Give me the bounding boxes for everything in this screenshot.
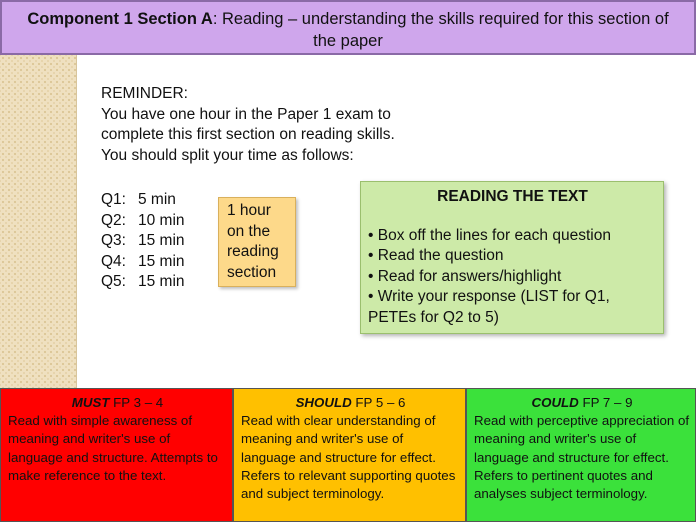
criteria-label: MUST [71,395,110,410]
hour-note-line: 1 hour [227,202,271,219]
criteria-heading [474,394,690,412]
question-number: Q5: [101,273,126,290]
criteria-heading [241,394,460,412]
reminder-line: complete this first section on reading skills. [101,126,395,143]
question-time: 5 min [138,191,176,208]
question-time-row [101,190,185,211]
header-title-bold: Component 1 Section A [27,10,213,28]
question-time: 15 min [138,252,185,270]
reminder-line: You should split your time as follows: [101,146,354,164]
hour-note-line: reading [227,243,279,260]
criteria-fp: FP 3 – 4 [109,395,164,410]
criteria-label: SHOULD [295,395,352,410]
question-time: 10 min [138,211,185,229]
criteria-label: COULD [531,395,579,410]
must-criteria-cell [0,388,233,522]
question-number: Q4: [101,252,126,270]
question-number: Q1: [101,191,126,208]
one-hour-note [218,197,296,287]
should-criteria-cell [233,388,466,522]
question-time: 15 min [138,232,185,249]
reading-step: • Read the question [368,247,504,264]
question-time: 15 min [138,273,185,290]
section-header [0,0,696,55]
decorative-side-strip [0,55,77,388]
criteria-fp: FP 7 – 9 [578,395,633,410]
reading-box-title: READING THE TEXT [437,188,588,205]
criteria-fp: FP 5 – 6 [351,395,406,410]
question-number: Q2: [101,211,126,229]
reading-step: • Write your response (LIST for Q1, PETEs for Q2 to 5) [368,288,610,326]
question-time-row [101,211,185,232]
question-number: Q3: [101,232,126,249]
question-time-row [101,272,185,293]
hour-note-line: section [227,263,277,281]
criteria-heading [8,394,227,412]
reminder-block [101,84,431,166]
reading-the-text-box [360,181,664,334]
criteria-text: Read with clear understanding of meaning and writer's use of language and structure for effect. Refers to relevant supporting quotes and subject terminology. [241,413,456,502]
reminder-line: You have one hour in the Paper 1 exam to [101,105,391,123]
reading-step: • Box off the lines for each question [368,226,611,244]
reminder-heading: REMINDER: [101,85,188,102]
success-criteria-table [0,388,696,522]
question-time-row [101,231,185,252]
header-title-rest: : Reading – understanding the skills required for this section of the paper [212,10,669,50]
question-time-list [101,190,185,293]
criteria-text: Read with simple awareness of meaning and writer's use of language and structure. Attempts to make reference to the text. [8,413,218,483]
could-criteria-cell [466,388,696,522]
question-time-row [101,252,185,273]
reading-step: • Read for answers/highlight [368,267,562,285]
hour-note-line: on the [227,222,271,240]
criteria-text: Read with perceptive appreciation of meaning and writer's use of language and structure for effect. Refers to pertinent quotes and analyses subject terminology. [474,413,690,502]
